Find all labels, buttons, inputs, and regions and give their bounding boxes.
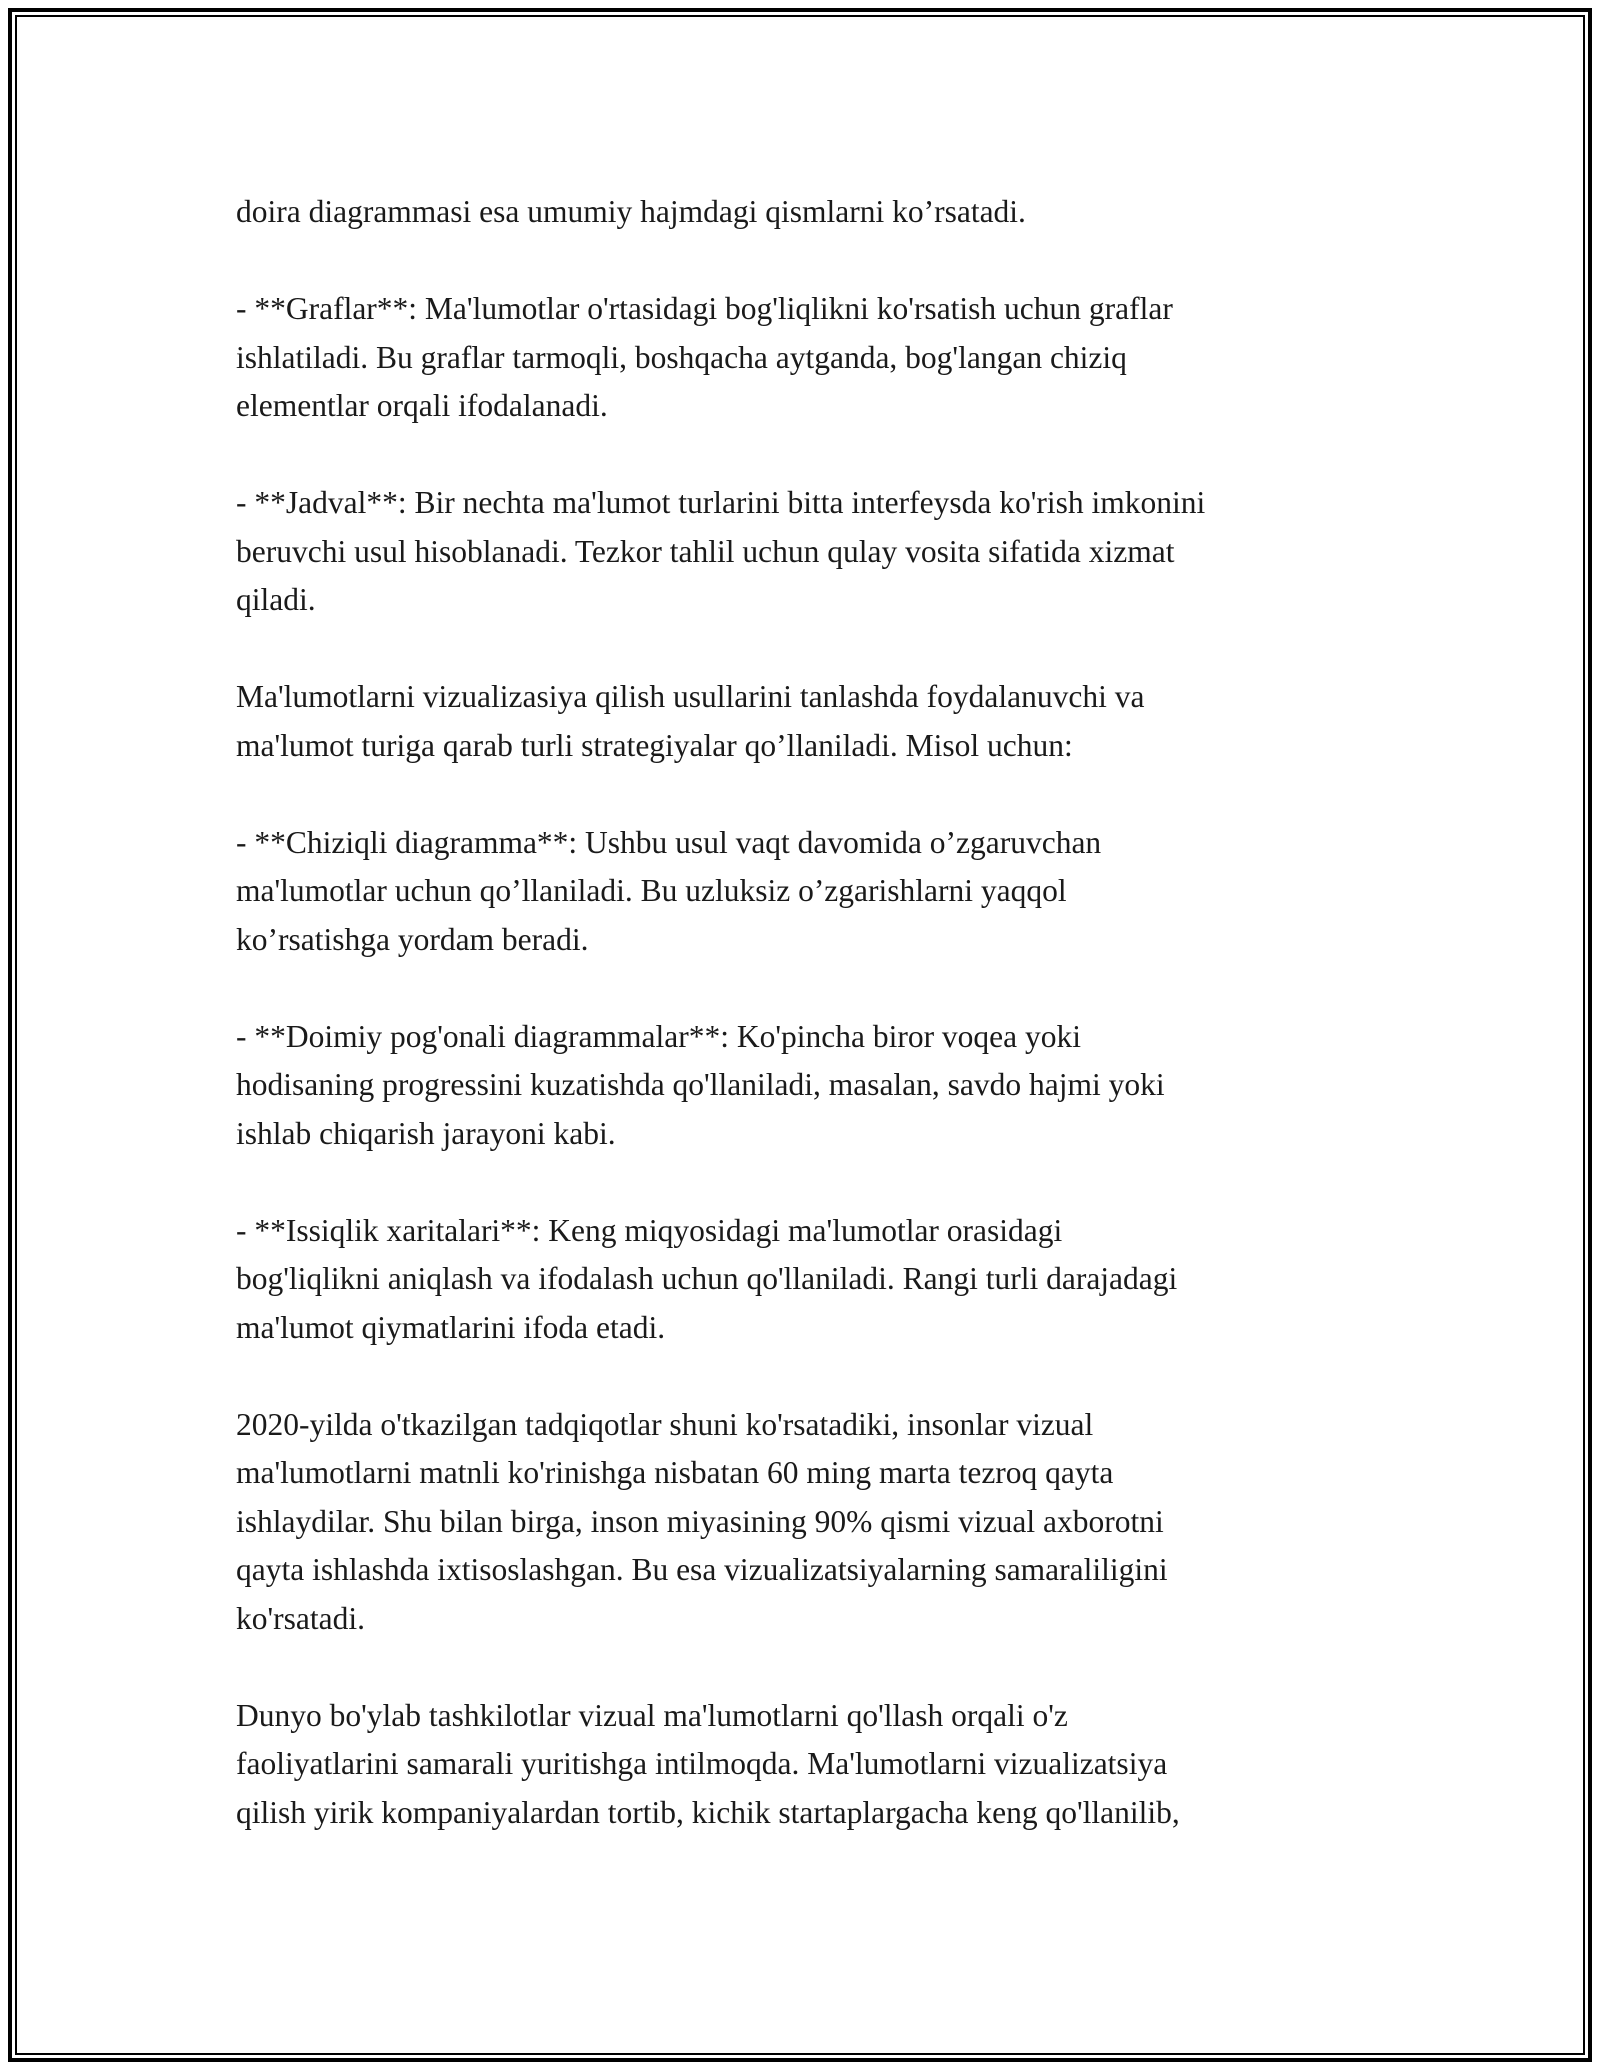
text-line: Ma'lumotlarni vizualizasiya qilish usullarini tanlashda foydalanuvchi va [236,679,1145,714]
document-body [236,188,1376,1886]
text-line: ko’rsatishga yordam beradi. [236,921,589,957]
text-line: bog'liqlikni aniqlash va ifodalash uchun qo'llaniladi. Rangi turli darajadagi [236,1261,1178,1296]
text-line: - **Chiziqli diagramma**: Ushbu usul vaqt davomida o’zgaruvchan [236,824,1102,860]
text-line: ishlab chiqarish jarayoni kabi. [236,1115,616,1151]
text-line: qayta ishlashda ixtisoslashgan. Bu esa vizualizatsiyalarning samaraliligini [236,1552,1168,1587]
text-line: ishlaydilar. Shu bilan birga, inson miyasining 90% qismi vizual axborotni [236,1503,1164,1539]
text-line: ma'lumot qiymatlarini ifoda etadi. [236,1309,666,1345]
paragraph-strategies [236,673,1376,770]
paragraph-table [236,479,1376,625]
paragraph-line-chart [236,819,1376,965]
text-line: beruvchi usul hisoblanadi. Tezkor tahlil uchun qulay vosita sifatida xizmat [236,533,1175,569]
text-line: elementlar orqali ifodalanadi. [236,388,608,423]
text-line: - **Issiqlik xaritalari**: Keng miqyosidagi ma'lumotlar orasidagi [236,1212,1063,1248]
text-line: ma'lumotlar uchun qo’llaniladi. Bu uzluksiz o’zgarishlarni yaqqol [236,873,1067,908]
text-line: ma'lumot turiga qarab turli strategiyalar qo’llaniladi. Misol uchun: [236,727,1073,763]
paragraph-organizations [236,1692,1376,1838]
text-line: qilish yirik kompaniyalardan tortib, kichik startaplargacha keng qo'llanilib, [236,1794,1180,1830]
text-line: ko'rsatadi. [236,1600,366,1636]
text-line: hodisaning progressini kuzatishda qo'llaniladi, masalan, savdo hajmi yoki [236,1067,1165,1102]
paragraph-graphs [236,285,1376,431]
text-line: ishlatiladi. Bu graflar tarmoqli, boshqacha aytganda, bog'langan chiziq [236,339,1127,375]
paragraph-pie-chart-end [236,188,1376,237]
text-line: Dunyo bo'ylab tashkilotlar vizual ma'lumotlarni qo'llash orqali o'z [236,1697,1068,1733]
text-line: qiladi. [236,582,316,617]
paragraph-step-charts [236,1013,1376,1159]
text-line: ma'lumotlarni matnli ko'rinishga nisbatan 60 ming marta tezroq qayta [236,1455,1114,1490]
text-line: - **Graflar**: Ma'lumotlar o'rtasidagi bog'liqlikni ko'rsatish uchun graflar [236,291,1173,326]
paragraph-research-2020 [236,1401,1376,1644]
text-line: 2020-yilda o'tkazilgan tadqiqotlar shuni ko'rsatadiki, insonlar vizual [236,1406,1094,1442]
text-line: - **Doimiy pog'onali diagrammalar**: Ko'pincha biror voqea yoki [236,1018,1082,1054]
paragraph-heatmaps [236,1207,1376,1353]
text-line: - **Jadval**: Bir nechta ma'lumot turlarini bitta interfeysda ko'rish imkonini [236,485,1206,520]
text-line: doira diagrammasi esa umumiy hajmdagi qismlarni ko’rsatadi. [236,194,1026,229]
text-line: faoliyatlarini samarali yuritishga intilmoqda. Ma'lumotlarni vizualizatsiya [236,1746,1168,1781]
